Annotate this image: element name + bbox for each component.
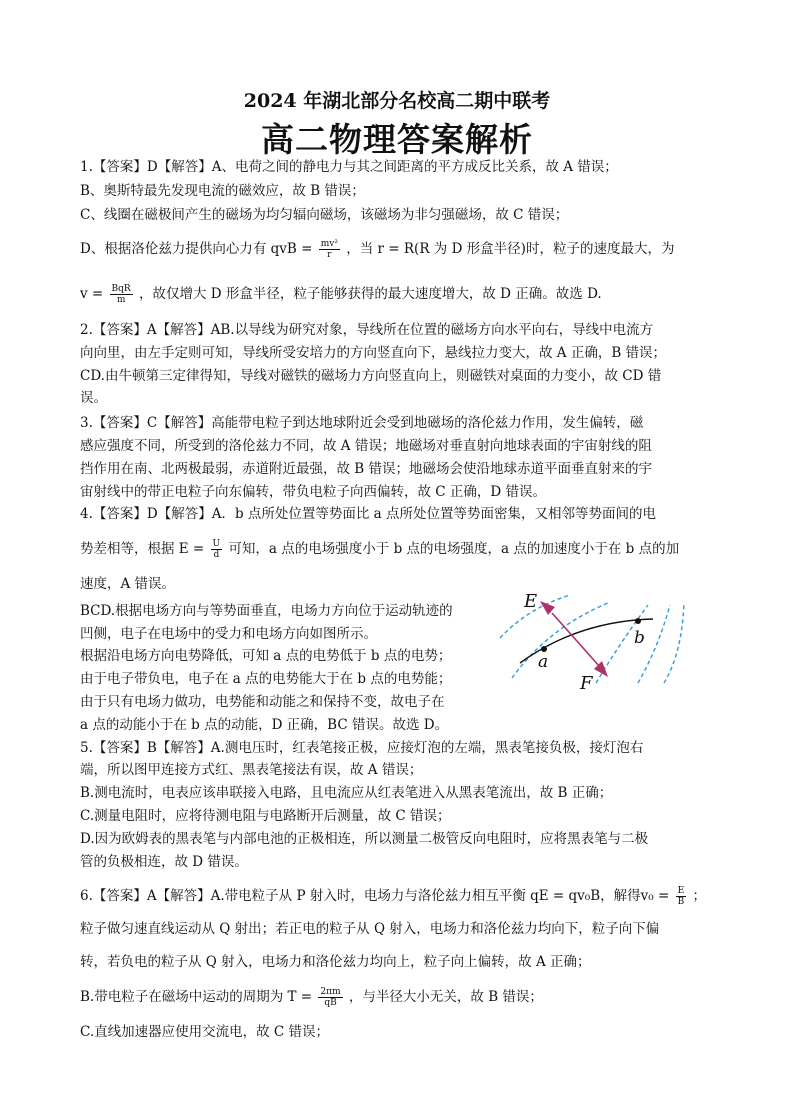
q2-line-3: CD.由牛顿第三定律得知，导线对磁铁的磁场力方向竖直向上，则磁铁对桌面的力变小，故 CD 错 [80,367,662,384]
q3-line-1: 3.【答案】C【解答】高能带电粒子到达地球附近会受到地磁场的洛伦兹力作用，发生偏转，磁 [80,415,644,432]
q6-line-1-text-a: 6.【答案】A【解答】A.带电粒子从 P 射入时，电场力与洛伦兹力相互平衡 qE = qv₀B，解得v₀ = [80,888,670,905]
equipotential-line-2 [512,603,608,678]
q5-line-6: 管的负极相连，故 D 错误。 [80,853,248,870]
q4-line-4: BCD.根据电场方向与等势面垂直，电场力方向位于运动轨迹的 [80,602,453,619]
q6-line-4-text-a: B.带电粒子在磁场中运动的周期为 T = [80,988,313,1005]
q5-line-2: 端，所以图甲连接方式红、黑表笔接法有误，故 A 错误； [80,762,423,779]
q3-line-4: 宙射线中的带正电粒子向东偏转，带负电粒子向西偏转，故 C 正确，D 错误。 [80,483,547,500]
fraction-numerator: E [676,886,687,897]
answer-q2 [80,319,716,410]
q1-line-5 [80,283,716,306]
q5-line-4: C.测量电阻时，应将待测电阻与电路断开后测量，故 C 错误； [80,807,451,824]
q5-line-1: 5.【答案】B【解答】A.测电压时，红表笔接正极，应接灯泡的左端，黑表笔接负极，接灯泡右 [80,739,644,756]
fraction-denominator: r [327,250,332,261]
label-a: a [538,652,549,672]
q3-line-2: 感应强度不同，所受到的洛伦兹力不同，故 A 错误；地磁场对垂直射向地球表面的宇宙射线的阻 [80,437,652,454]
q4-line-8: 由于只有电场力做功，电势能和动能之和保持不变，故电子在 [80,693,445,710]
fraction-numerator: 2πm [320,986,341,997]
exam-subtitle: 2024 年湖北部分名校高二期中联考 [243,90,551,112]
q6-line-1-text-b: ； [692,888,706,905]
q4-line-2 [80,538,716,561]
q4-line-9: a 点的动能小于在 b 点的动能，D 正确，BC 错误。故选 D。 [80,716,449,733]
q6-line-4 [80,986,716,1009]
q1-line-4 [80,238,716,261]
q6-line-1 [80,885,716,908]
q1-line-1: 1.【答案】D【解答】A、电荷之间的静电力与其之间距离的平方成反比关系，故 A 错误； [80,159,618,175]
fraction-numerator: BqR [111,284,131,295]
q2-line-1: 2.【答案】A【解答】AB.以导线为研究对象，导线所在位置的磁场方向水平向右，导线中电流方 [80,321,654,338]
q6-line-3: 转，若负电的粒子从 Q 射入，电场力和洛伦兹力均向上，粒子向上偏转，故 A 正确； [80,953,591,970]
fraction-mv2-over-r [319,239,340,260]
q1-line-5-text-b: ，故仅增大 D 形盒半径，粒子能够获得的最大速度增大，故 D 正确。故选 D. [138,286,602,303]
q1-line-4-text-a: D、根据洛伦兹力提供向心力有 qvB = [80,241,313,258]
q4-line-6: 根据沿电场方向电势降低，可知 a 点的电势低于 b 点的电势； [80,648,452,665]
q2-line-4: 误。 [80,390,107,407]
label-f: F [580,673,593,691]
q6-line-2: 粒子做匀速直线运动从 Q 射出；若正电的粒子从 Q 射入，电场力和洛伦兹力均向下，粒子向下偏 [80,921,660,938]
q4-line-5: 凹侧，电子在电场中的受力和电场方向如图所示。 [80,625,377,642]
q4-line-3: 速度，A 错误。 [80,575,176,592]
page-title: 高二物理答案解析 [261,120,533,159]
label-b: b [634,628,645,648]
q4-line-1: 4.【答案】D【解答】A．b 点所处位置等势面比 a 点所处位置等势面密集，又相邻等势面间的电 [80,506,657,523]
q1-line-3: C、线圈在磁极间产生的磁场为均匀辐向磁场，该磁场为非匀强磁场，故 C 错误； [80,206,569,223]
electric-field-figure [498,583,718,691]
q5-line-3: B.测电流时，电表应该串联接入电路，且电流应从红表笔进入从黑表笔流出，故 B 正确； [80,785,613,802]
q4-side-text [80,600,500,737]
fraction-denominator: m [116,295,126,306]
fraction-2pim-over-qb [318,987,342,1008]
answer-q3 [80,412,716,503]
q6-line-4-text-b: ，与半径大小无关，故 B 错误； [348,988,543,1005]
fraction-numerator: mv² [320,239,338,250]
fraction-numerator: U [212,539,221,550]
fraction-denominator: B [677,897,685,908]
fraction-bqr-over-m [110,284,133,305]
fraction-e-over-b [676,886,687,907]
fraction-u-over-d [211,539,223,560]
q1-line-5-text-a: v = [80,286,104,303]
q1-line-2: B、奥斯特最先发现电流的磁效应，故 B 错误； [80,182,365,199]
q4-line-2-text-a: 势差相等，根据 E = [80,541,205,558]
fraction-denominator: qB [324,997,337,1008]
q2-line-2: 向向里，由左手定则可知，导线所受安培力的方向竖直向下，悬线拉力变大，故 A 正确，B 错误； [80,344,667,361]
q4-line-7: 由于电子带负电，电子在 a 点的电势能大于在 b 点的电势能； [80,671,452,688]
q5-line-5: D.因为欧姆表的黑表笔与内部电池的正极相连，所以测量二极管反向电阻时，应将黑表笔与二极 [80,830,649,847]
q1-line-4-text-b: ，当 r = R(R 为 D 形盒半径)时，粒子的速度最大，为 [346,241,675,258]
q6-line-5: C.直线加速器应使用交流电，故 C 错误； [80,1023,330,1040]
answer-q5 [80,737,716,874]
answer-q1 [80,156,716,306]
q3-line-3: 挡作用在南、北两极最弱，赤道附近最强，故 B 错误；地磁场会使沿地球赤道平面垂直射来的宇 [80,460,653,477]
answer-q6 [80,885,716,1043]
q4-line-2-text-b: 可知，a 点的电场强度小于 b 点的电场强度，a 点的加速度小于在 b 点的加 [228,541,680,558]
label-e: E [524,591,538,612]
equipotential-line-5 [664,603,684,683]
fraction-denominator: d [213,550,220,561]
point-b [635,618,641,624]
